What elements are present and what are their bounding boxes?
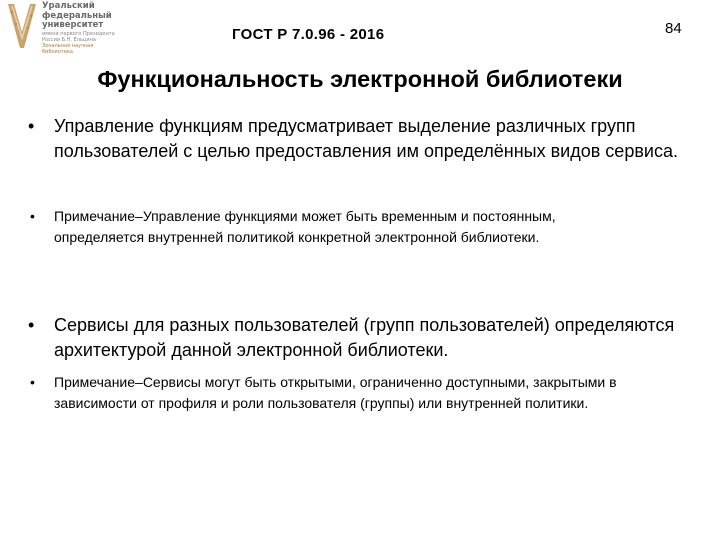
bullet-marker: • xyxy=(28,116,35,136)
bullet-item xyxy=(28,114,678,164)
logo-library-name: Зональная научная xyxy=(42,42,94,49)
logo-line: Уральский xyxy=(42,1,95,11)
page-number: 84 xyxy=(665,20,682,37)
bullet-marker: • xyxy=(28,315,35,335)
bullet-marker: • xyxy=(30,208,35,224)
bullet-text: Управление функциям предусматривает выделение различных групп пользователей с целью предоставления им определённых видов сервиса. xyxy=(54,116,678,161)
logo-line: университет xyxy=(42,20,104,30)
bullet-item xyxy=(30,206,630,248)
bullet-text: Примечание–Сервисы могут быть открытыми, ограниченно доступными, закрытыми в зависимости от профиля и роли пользователя (группы) или внутренней политики. xyxy=(54,374,617,411)
logo-library-name: библиотека xyxy=(42,48,73,55)
bullet-text: Примечание–Управление функциями может быть временным и постоянным, определяется внутренней политикой конкретной электронной библиотеки. xyxy=(54,208,556,245)
university-emblem-icon xyxy=(6,2,38,50)
bullet-item xyxy=(30,372,700,414)
logo-text xyxy=(42,2,132,55)
bullet-marker: • xyxy=(30,374,35,390)
logo-subtitle: России Б.Н. Ельцина xyxy=(42,36,96,43)
bullet-item xyxy=(28,313,708,363)
standard-label: ГОСТ Р 7.0.96 - 2016 xyxy=(232,26,385,43)
logo-line: федеральный xyxy=(42,10,112,21)
logo-subtitle: имени первого Президента xyxy=(42,30,115,37)
slide-title: Функциональность электронной библиотеки xyxy=(97,66,623,92)
bullet-text: Сервисы для разных пользователей (групп пользователей) определяются архитектурой данной электронной библиотеки. xyxy=(54,315,675,360)
university-logo xyxy=(6,1,126,55)
